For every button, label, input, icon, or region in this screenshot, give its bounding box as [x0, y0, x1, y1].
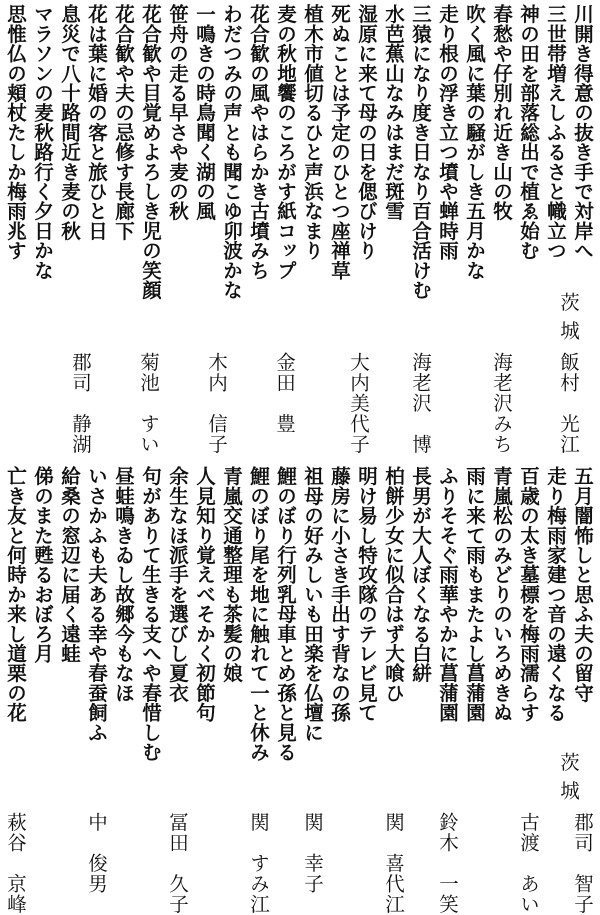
haiku-line: 亡き友と何時か来し道栗の花	[4, 466, 27, 723]
author-name: 木内 信子	[205, 352, 228, 455]
haiku-line: 川開き得意の抜き手で対岸へ	[571, 4, 594, 261]
haiku-line: 藤房に小さき手出す背なの孫	[328, 466, 351, 723]
haiku-line: 余生なほ派手を選びし夏衣	[166, 466, 189, 703]
haiku-line: 花合歓や夫の忌修す長廊下	[112, 4, 135, 241]
author-name: 大内美代子	[347, 352, 370, 455]
author-name: 鈴木 一笑	[436, 812, 459, 915]
haiku-line: 俤のまた甦るおぼろ月	[31, 466, 54, 663]
author-name: 海老沢 博	[409, 352, 432, 455]
haiku-line: 昼蛙鳴きゐし故郷今もなほ	[112, 466, 135, 703]
author-name: 菊池 すい	[137, 352, 160, 455]
haiku-line: 湿原に来て母の日を偲びけり	[355, 4, 378, 261]
haiku-line: 一鳴きの時鳥聞く湖の風	[193, 4, 216, 221]
haiku-line: 三猿になり度き日なり百合活けむ	[409, 4, 432, 300]
author-name: 海老沢みち	[490, 352, 513, 455]
author-name: 金田 豊	[273, 352, 296, 434]
haiku-line: 植木市値切るひと声浜なまり	[301, 4, 324, 261]
author-name: 古渡 あい	[517, 812, 540, 915]
author-name: 関 喜代江	[382, 812, 405, 915]
haiku-line: 人見知り覚えべそかく初節句	[193, 466, 216, 723]
author-name: 郡司 智子	[571, 812, 594, 915]
haiku-line: 花合歓や目覚めよろしき児の笑顔	[139, 4, 162, 300]
haiku-line: ふりそそぐ雨華やかに菖蒲園	[436, 466, 459, 723]
author-name: 関 すみ江	[247, 812, 270, 915]
haiku-line: 息災で八十路間近き麦の秋	[58, 4, 81, 241]
haiku-line: 死ぬことは予定のひとつ座禅草	[328, 4, 351, 280]
haiku-line: 思惟仏の頬杖たしか梅雨兆す	[4, 4, 27, 261]
haiku-line: 明け易し特攻隊のテレビ見て	[355, 466, 378, 723]
haiku-line: 吹く風に葉の騒がしき五月かな	[463, 4, 486, 280]
haiku-line: 花は葉に婚の客と旅ひと日	[85, 4, 108, 241]
haiku-line: 鯉のぼり行列乳母車とめ孫と見る	[274, 466, 297, 762]
haiku-line: 鯉のぼり尾を地に触れて一と休み	[247, 466, 270, 762]
author-name: 冨田 久子	[166, 812, 189, 915]
haiku-line: 青嵐交通整理も茶髪の娘	[220, 466, 243, 683]
haiku-line: 雨に来て雨もまたよし菖蒲園	[463, 466, 486, 723]
author-name: 郡司 静湖	[69, 352, 92, 455]
haiku-line: いさかふも夫ある幸や春蚕飼ふ	[85, 466, 108, 742]
author-name: 中 俊男	[85, 812, 108, 894]
location-label: 茨城	[557, 292, 580, 349]
haiku-line: 青嵐松のみどりのいろめきぬ	[490, 466, 513, 723]
haiku-line: マラソンの麦秋路行く夕日かな	[31, 4, 54, 280]
haiku-line: 水芭蕉山なみはまだ斑雪	[382, 4, 405, 221]
haiku-line: 走り梅雨家建つ音の遠くなる	[544, 466, 567, 723]
haiku-line: 五月闇怖しと思ふ夫の留守	[571, 466, 594, 703]
location-label: 茨城	[557, 752, 580, 809]
haiku-line: 走り根の浮き立つ墳や蝉時雨	[436, 4, 459, 261]
haiku-line: 神の田を部落総出で植ゑ始む	[517, 4, 540, 261]
haiku-line: 花合歓の風やはらかき古墳みち	[247, 4, 270, 280]
haiku-line: 笹舟の走る早さや麦の秋	[166, 4, 189, 221]
haiku-line: 麦の秋地饗のころがす紙コップ	[274, 4, 297, 280]
author-name: 飯村 光江	[557, 352, 580, 455]
author-name: 萩谷 京峰	[4, 812, 27, 915]
haiku-line: 柏餅少女に似合はず大喰ひ	[382, 466, 405, 703]
haiku-line: 三世帯増えしふるさと幟立つ	[544, 4, 567, 261]
haiku-line: 春愁や仔別れ近き山の牧	[490, 4, 513, 221]
haiku-line: 給桑の窓辺に届く遠蛙	[58, 466, 81, 663]
haiku-line: わだつみの声とも聞こゆ卯波かな	[220, 4, 243, 300]
haiku-line: 祖母の好みしいも田楽を仏壇に	[301, 466, 324, 742]
haiku-line: 句がありて生きる支へや春惜しむ	[139, 466, 162, 762]
haiku-line: 長男が大人ぼくなる白絣	[409, 466, 432, 683]
author-name: 関 幸子	[301, 812, 324, 894]
haiku-line: 百歳の太き墓標を梅雨濡らす	[517, 466, 540, 723]
